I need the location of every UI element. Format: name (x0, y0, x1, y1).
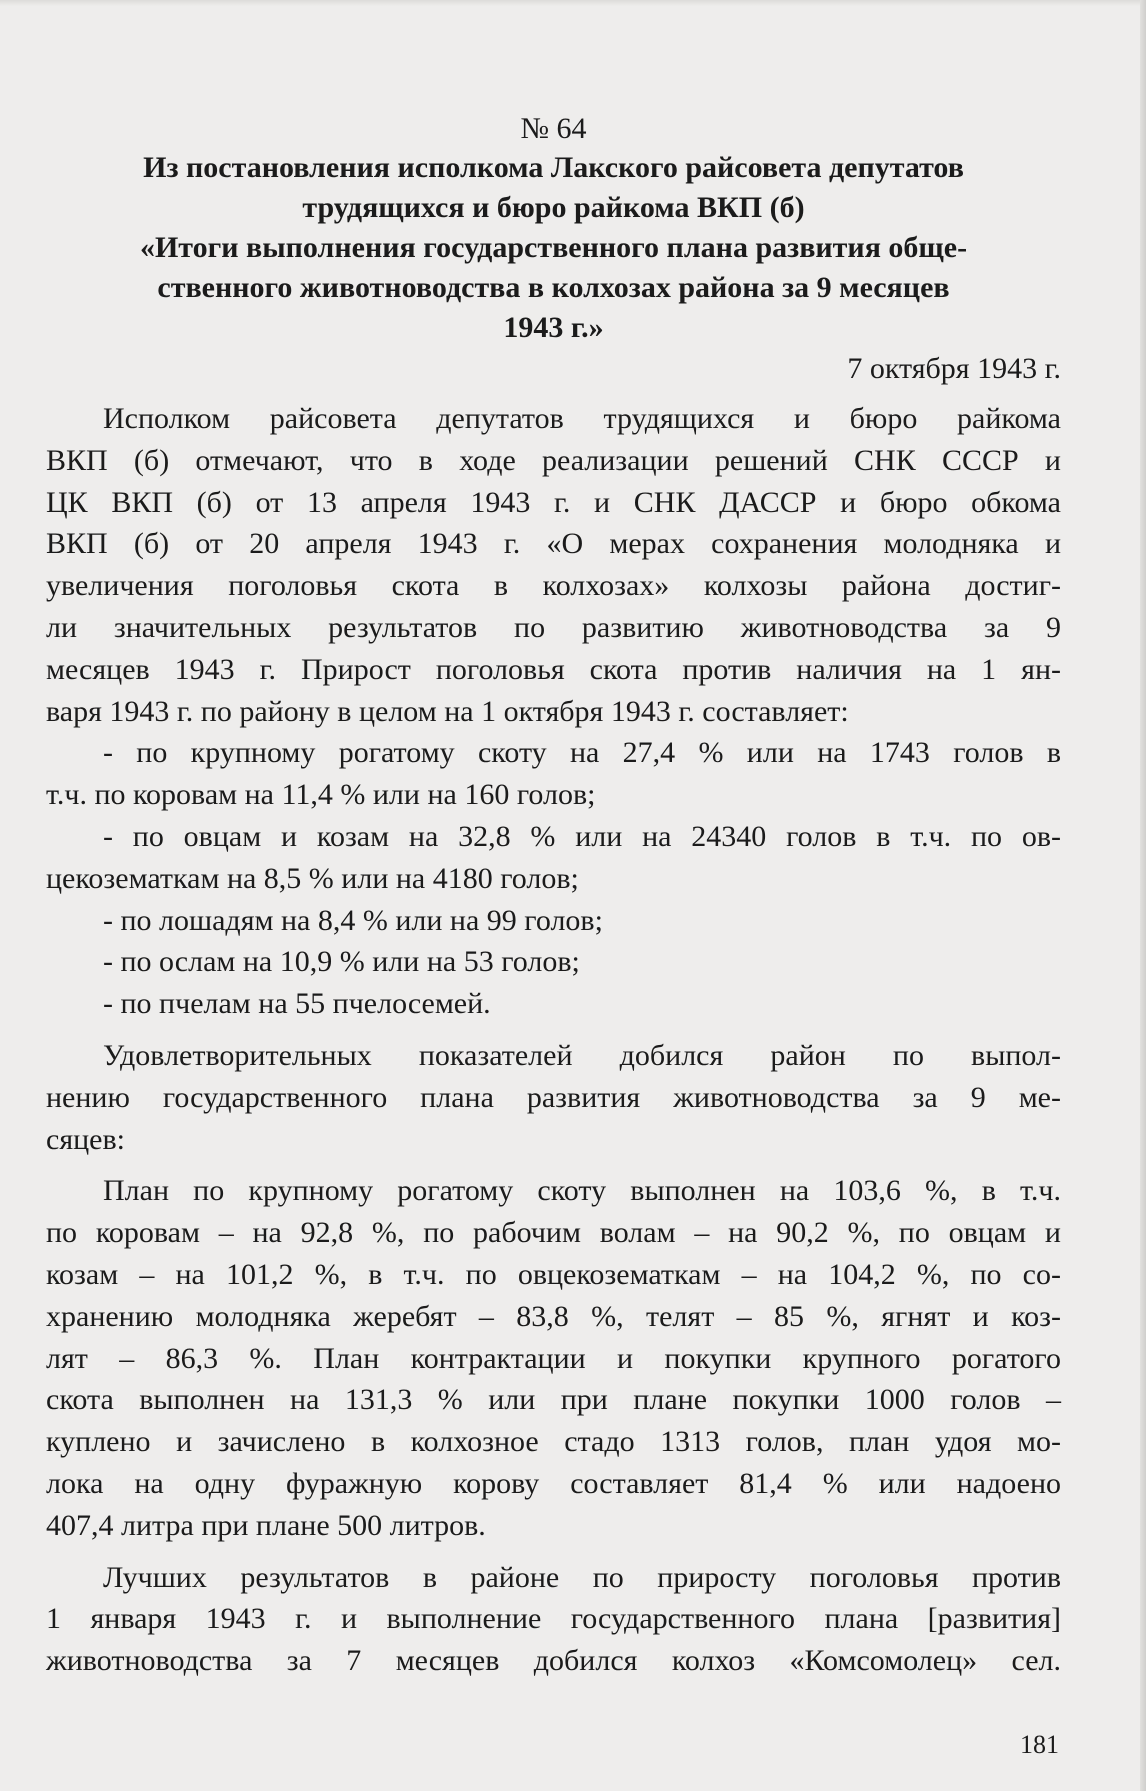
paragraph-results (46, 1035, 1061, 1160)
text-line: скота выполнен на 131,3 % или при плане покупки 1000 голов – (46, 1383, 1061, 1417)
list-item: - по лошадям на 8,4 % или на 99 голов; (103, 903, 603, 937)
list-item: - по крупному рогатому скоту на 27,4 % или на 1743 голов в (103, 736, 1061, 770)
text-line: Удовлетворительных показателей добился район по выпол- (103, 1038, 1061, 1072)
text-line: месяцев 1943 г. Прирост поголовья скота против наличия на 1 ян- (46, 652, 1061, 686)
document-date: 7 октября 1943 г. (847, 352, 1061, 385)
text-line: нению государственного плана развития животноводства за 9 ме- (46, 1080, 1061, 1114)
text-line: сяцев: (46, 1122, 125, 1156)
text-line: животноводства за 7 месяцев добился колхоз «Комсомолец» сел. (46, 1644, 1061, 1678)
list-item: - по пчелам на 55 пчелосемей. (103, 987, 491, 1021)
title-line: трудящихся и бюро райкома ВКП (б) (302, 191, 805, 224)
text-line: Лучших результатов в районе по приросту поголовья против (103, 1560, 1061, 1594)
list-item: цекозематкам на 8,5 % или на 4180 голов; (46, 861, 579, 895)
text-line: ЦК ВКП (б) от 13 апреля 1943 г. и СНК ДАССР и бюро обкома (46, 485, 1061, 519)
title-line: 1943 г.» (503, 311, 604, 344)
text-line: по коровам – на 92,8 %, по рабочим волам – на 90,2 %, по овцам и (46, 1216, 1061, 1250)
text-line: ВКП (б) отмечают, что в ходе реализации решений СНК СССР и (46, 443, 1061, 477)
text-line: лят – 86,3 %. План контрактации и покупки крупного рогатого (46, 1341, 1061, 1375)
text-line: ли значительных результатов по развитию животноводства за 9 (46, 610, 1061, 644)
page-number: 181 (1020, 1730, 1059, 1759)
title-line: Из постановления исполкома Лакского райсовета депутатов (143, 151, 964, 184)
list-item: - по ослам на 10,9 % или на 53 голов; (103, 945, 580, 979)
text-line: варя 1943 г. по району в целом на 1 октября 1943 г. составляет: (46, 694, 849, 728)
text-line: хранению молодняка жеребят – 83,8 %, телят – 85 %, ягнят и коз- (46, 1299, 1061, 1333)
title-line: «Итоги выполнения государственного плана развития обще- (139, 231, 968, 264)
text-line: 1 января 1943 г. и выполнение государственного плана [развития] (46, 1602, 1061, 1636)
text-line: План по крупному рогатому скоту выполнен на 103,6 %, в т.ч. (103, 1174, 1061, 1208)
list-item: - по овцам и козам на 32,8 % или на 24340 голов в т.ч. по ов- (103, 819, 1061, 853)
text-line: 407,4 литра при плане 500 литров. (46, 1508, 486, 1542)
growth-list (46, 732, 1061, 1025)
paragraph-best-results (46, 1557, 1061, 1682)
text-line: Исполком райсовета депутатов трудящихся и бюро райкома (103, 402, 1061, 435)
text-line: лока на одну фуражную корову составляет 81,4 % или надоено (46, 1466, 1061, 1500)
page-top-edge (0, 0, 1146, 6)
document-title (46, 148, 1061, 348)
document-number: № 64 (520, 112, 587, 145)
text-line: ВКП (б) от 20 апреля 1943 г. «О мерах сохранения молодняка и (46, 527, 1061, 561)
text-line: увеличения поголовья скота в колхозах» колхозы района достиг- (46, 569, 1061, 603)
title-line: ственного животноводства в колхозах района за 9 месяцев (157, 271, 950, 304)
document-body (46, 110, 1061, 1682)
page-right-edge (1140, 0, 1146, 1791)
text-line: куплено и зачислено в колхозное стадо 1313 голов, план удоя мо- (46, 1425, 1061, 1459)
text-line: козам – на 101,2 %, в т.ч. по овцекозематкам – на 104,2 %, по со- (46, 1257, 1061, 1291)
list-item: т.ч. по коровам на 11,4 % или на 160 голов; (46, 778, 596, 812)
paragraph-plan (46, 1170, 1061, 1546)
paragraph-intro (46, 398, 1061, 732)
